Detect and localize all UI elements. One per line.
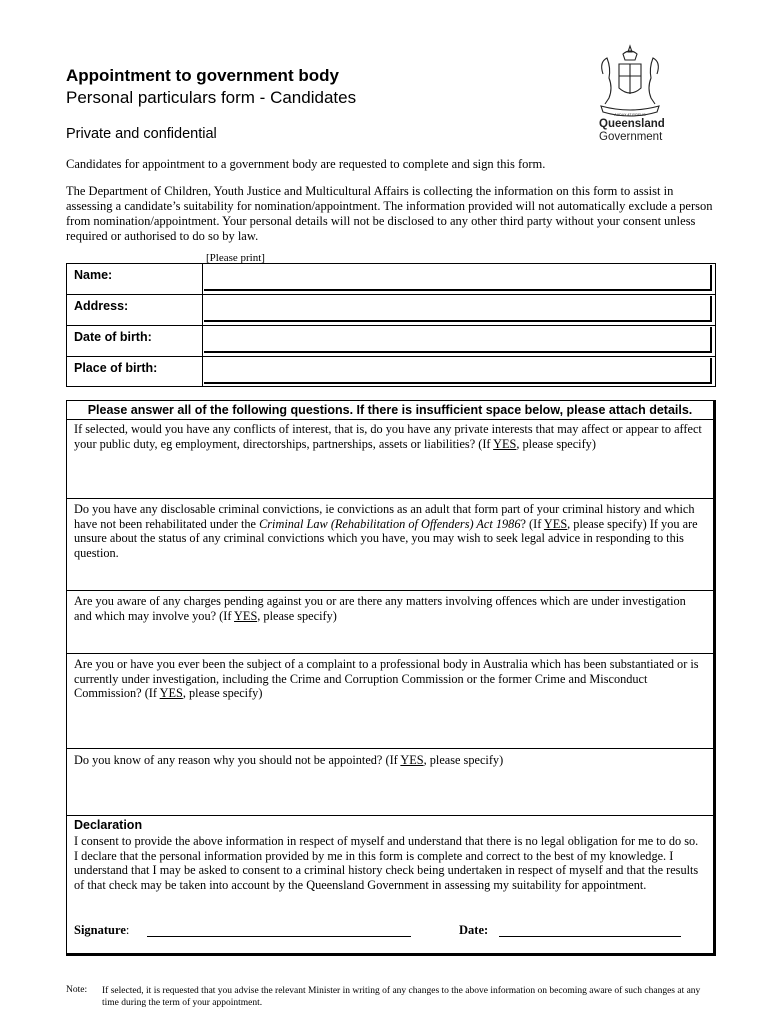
date-field[interactable] (499, 936, 681, 937)
q3-yes: YES, (234, 608, 261, 623)
q4-yes: YES (159, 686, 183, 700)
q2-text-mid: ? (If (520, 516, 544, 531)
signature-label (74, 923, 129, 938)
question-conflicts-of-interest[interactable] (74, 422, 705, 451)
date-of-birth-field[interactable] (204, 327, 712, 353)
address-field[interactable] (204, 296, 712, 322)
logo-wordmark-queensland: Queensland (599, 118, 665, 130)
personal-particulars-table (66, 263, 716, 387)
questions-header: Please answer all of the following questions. If there is insufficient space below, please attach details. (67, 401, 713, 420)
q2-text: Do you have any disclosable criminal convictions, ie convictions as an adult that form part of your criminal history and which have not been rehabilitated under the (74, 502, 695, 531)
divider (67, 653, 713, 654)
note-label: Note: (66, 985, 88, 995)
divider (67, 815, 713, 816)
declaration-title: Declaration (74, 818, 143, 832)
signature-field[interactable] (147, 936, 411, 937)
address-row (67, 295, 715, 326)
divider (67, 590, 713, 591)
declaration-text: I consent to provide the above information in respect of myself and understand that there is no legal obligation for me to do so. I declare that the personal information provided by me in this form is complete and correct to the best of my knowledge. I understand that I may be asked to consent to a criminal history check being undertaken in respect of myself and that the results of that check may be taken into account by the Queensland Government in assessing my suitability for appointment. (74, 834, 699, 892)
q1-text: If selected, would you have any conflicts of interest, that is, do you have any private interests that may affect or appear to affect your public duty, eg employment, directorships, partnerships, assets or liabilities? (If (74, 422, 702, 451)
question-professional-complaint[interactable] (74, 657, 705, 701)
dob-row (67, 326, 715, 357)
divider (67, 748, 713, 749)
address-label: Address: (67, 295, 203, 325)
please-print-hint: [Please print] (206, 252, 265, 264)
q2-yes: YES (543, 516, 568, 531)
private-confidential-label: Private and confidential (66, 126, 217, 142)
name-label: Name: (67, 264, 203, 294)
note-text: If selected, it is requested that you advise the relevant Minister in writing of any changes to the above information on becoming aware of such changes at any time during the term of your appointment. (102, 986, 701, 1008)
q5-yes: YES (400, 753, 424, 767)
place-of-birth-field[interactable] (204, 358, 712, 384)
date-label: Date: (459, 923, 489, 937)
q4-text-end: , please specify) (182, 686, 263, 700)
q2-act-name: Criminal Law (Rehabilitation of Offenders) Act 1986 (259, 516, 521, 531)
q3-text: Are you aware of any charges pending against you or are there any matters involving offences which are under investigation and which may involve you? (If (74, 594, 686, 623)
q3-text-end: please specify) (260, 608, 337, 623)
form-subtitle: Personal particulars form - Candidates (66, 88, 357, 107)
crest-motto: AUDAX AT FIDELIS (614, 113, 646, 117)
name-field[interactable] (204, 265, 712, 291)
q1-yes: YES (493, 436, 517, 451)
signature-colon: : (125, 923, 130, 937)
name-row (67, 264, 715, 295)
q4-text: Are you or have you ever been the subject of a complaint to a professional body in Australia which has been substantiated or is currently under investigation, including the Crime and Corruption Commission or the former Crime and Misconduct Commission? (If (74, 657, 699, 700)
form-title: Appointment to government body (66, 66, 339, 85)
question-criminal-convictions[interactable] (74, 502, 705, 560)
question-pending-charges[interactable] (74, 594, 705, 623)
intro-paragraph-2: The Department of Children, Youth Justice and Multicultural Affairs is collecting the information on this form to assist in assessing a candidate’s suitability for nomination/appointment. The information provided will not automatically exclude a person from nomination/appointment. Your personal details will not be disclosed to any other third party without your consent unless required or authorised to do so by law. (66, 184, 713, 243)
place-of-birth-label: Place of birth: (67, 357, 203, 387)
divider (67, 498, 713, 499)
q5-text-end: , please specify) (423, 753, 504, 767)
question-reason-not-appointed[interactable] (74, 753, 705, 768)
signature-label-text: Signature (74, 923, 126, 937)
q2-text-end: , please specify) If you are unsure about the status of any criminal convictions which you have, you may wish to seek legal advice in responding to this question. (74, 516, 698, 560)
intro-paragraph-1: Candidates for appointment to a government body are requested to complete and sign this form. (66, 157, 546, 171)
q1-text-end: , please specify) (516, 436, 596, 451)
pob-row (67, 357, 715, 387)
logo-wordmark-government: Government (599, 131, 663, 143)
questions-box (66, 400, 716, 956)
q5-text: Do you know of any reason why you should not be appointed? (If (74, 753, 401, 767)
date-of-birth-label: Date of birth: (67, 326, 203, 356)
